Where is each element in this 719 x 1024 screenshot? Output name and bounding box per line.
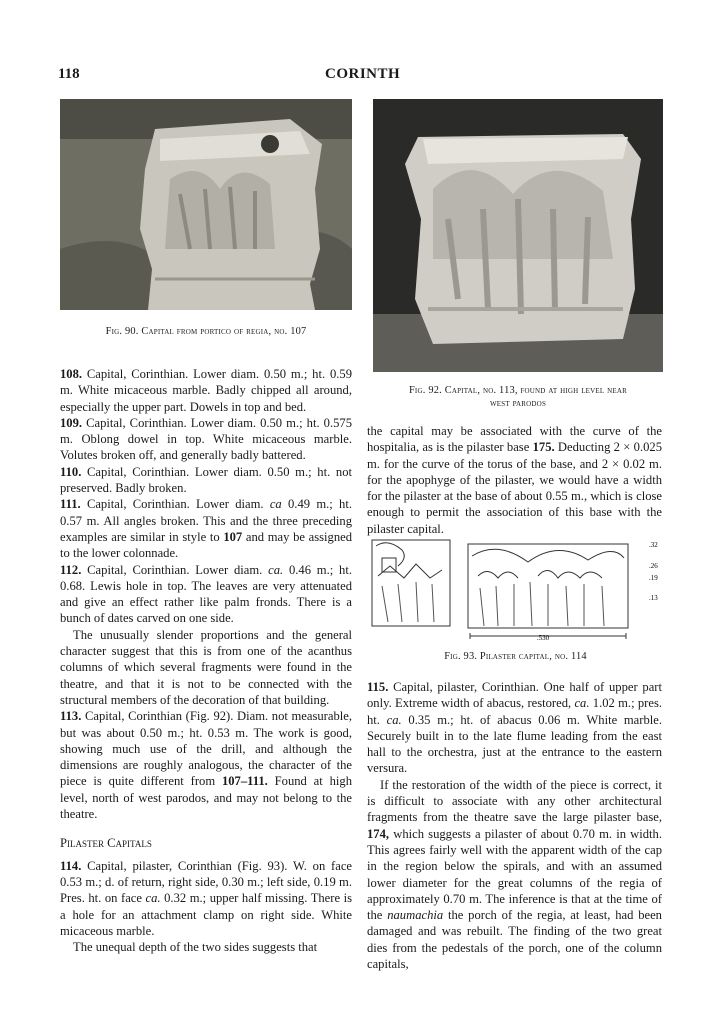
entry-111: 111. Capital, Corinthian. Lower diam. ca 0.49 m.; ht. 0.57 m. All angles broken. This and the three preceding examples are similar in style to 107 and may be assigned to the lower colonnade. — [60, 497, 353, 561]
section-heading: Pilaster Capitals — [60, 836, 152, 851]
entry-108: 108. Capital, Corinthian. Lower diam. 0.50 m.; ht. 0.59 m. White micaceous marble. Badly chipped all around, especially the upper part. Dowels in top and bed. — [60, 367, 352, 414]
fig93-dim-1: .32 — [649, 541, 658, 549]
fig92-caption-line2: west parodos — [489, 398, 547, 409]
fig92-photo — [373, 99, 663, 372]
fig90-photo — [60, 99, 352, 310]
right-column-bottom — [367, 679, 662, 972]
fig90-caption — [60, 325, 352, 338]
entry-115: 115. Capital, pilaster, Corinthian. One half of upper part only. Extreme width of abacus, restored, ca. 1.02 m.; pres. ht. ca. 0.35 m.; ht. of abacus 0.06 m. White marble. Securely built in to the late flume leading from the east hall to the orchestra, just at the entrance to the eastern versura. — [367, 680, 662, 776]
entry-110: 110. Capital, Corinthian. Lower diam. 0.50 m.; ht. not preserved. Badly broken. — [60, 464, 352, 496]
fig93-dim-3: .19 — [649, 574, 658, 582]
entry-109: 109. Capital, Corinthian. Lower diam. 0.50 m.; ht. 0.575 m. Oblong dowel in top. White micaceous marble. Volutes broken off, and generally badly battered. — [60, 415, 352, 463]
left-column — [60, 366, 352, 955]
entry-112-discussion: The unusually slender proportions and the general character suggest that this is from one of the acanthus columns of which several fragments were found in the theatre, and that it is not to be connected with the structural members of the decoration of that building. — [60, 627, 352, 707]
entry-114-discussion: The unequal depth of the two sides suggests that — [73, 940, 318, 955]
entry-113: 113. Capital, Corinthian (Fig. 92). Diam. not measurable, but was about 0.50 m.; ht. 0.53 m. The work is good, showing much use of the drill, and although the dimensions are roughly analogous, the character of the piece is quite different from 107–111. Found at high level, north of west parodos, and may not belong to the theatre. — [60, 709, 352, 822]
right-column-top — [367, 423, 662, 537]
entry-114: 114. Capital, pilaster, Corinthian (Fig. 93). W. on face 0.53 m.; d. of return, right side, 0.30 m.; left side, 0.19 m. Pres. ht. on face ca. 0.32 m.; upper half missing. There is a hole for an attachment clamp on right side. White micaceous marble. — [60, 858, 353, 938]
page-number: 118 — [58, 66, 80, 82]
fig93-drawing — [368, 536, 663, 644]
fig92-caption-line1: Fig. 92. Capital, no. 113, found at high level near — [408, 385, 628, 396]
fig93-caption-text: Fig. 93. Pilaster capital, no. 114 — [444, 651, 587, 662]
fig93-width-label: .530 — [536, 634, 550, 642]
entry-112: 112. Capital, Corinthian. Lower diam. ca. 0.46 m.; ht. 0.68. Lewis hole in top. The leaves are very attenuated and give an effect rather like palm fronds. There is a bunch of dates carved on one side. — [60, 562, 352, 626]
fig93-caption — [368, 650, 663, 663]
entry-114-continued: the capital may be associated with the curve of the hospitalia, as is the pilaster base 175. Deducting 2 × 0.025 m. for the curve of the torus of the base, and 2 × 0.02 m. for the apophyge of the pilaster, we would have a width for the pilaster at the base of about 0.55 m., which is close enough to permit the association of this base with the pilaster capital. — [367, 424, 662, 536]
fig93-dim-2: .26 — [649, 562, 658, 570]
entry-115-discussion: If the restoration of the width of the piece is correct, it is difficult to associate with any other architectural fragments from the theatre save the large pilaster base, 174, which suggests a pilaster of about 0.70 m. in width. This agrees fairly well with the apparent width of the cap in the region below the spirals, and with an assumed lower diameter for the great columns of the regia of approximately 0.70 m. The inference is that at the time of the naumachia the porch of the regia, at least, had been damaged and was rebuilt. The finding of the two great dies from the pedestals of the porch, one of the column capitals, — [367, 777, 662, 972]
fig90-caption-text: Fig. 90. Capital from portico of regia, no. 107 — [105, 326, 307, 337]
running-title: CORINTH — [325, 66, 401, 82]
fig93-dim-4: .13 — [649, 594, 658, 602]
fig92-caption — [373, 384, 663, 410]
